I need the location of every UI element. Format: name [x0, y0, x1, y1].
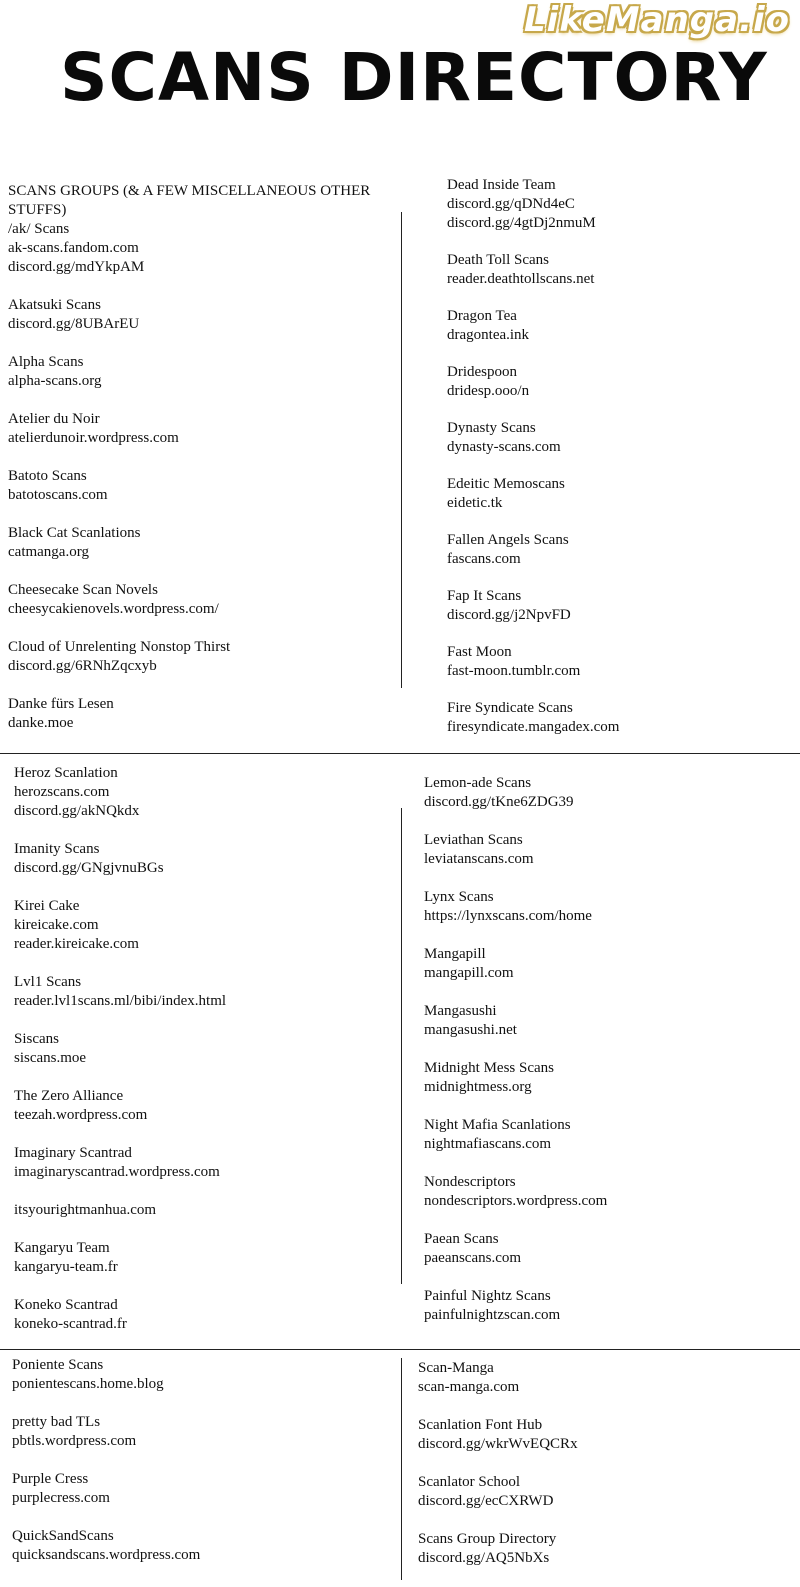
directory-entry [8, 467, 398, 505]
group-name: Kirei Cake [14, 898, 80, 914]
group-link[interactable]: discord.gg/tKne6ZDG39 [424, 794, 574, 810]
group-name: Leviathan Scans [424, 832, 523, 848]
group-link[interactable]: mangapill.com [424, 965, 514, 981]
group-link[interactable]: discord.gg/wkrWvEQCRx [418, 1436, 578, 1452]
group-link[interactable]: paeanscans.com [424, 1250, 522, 1266]
group-name: QuickSandScans [12, 1528, 114, 1544]
group-link[interactable]: nondescriptors.wordpress.com [424, 1193, 608, 1209]
directory-entry [8, 220, 398, 277]
directory-entry [447, 363, 792, 401]
directory-entry [447, 643, 792, 681]
group-name: Fire Syndicate Scans [447, 700, 573, 716]
group-name: Dead Inside Team [447, 177, 556, 193]
group-name: Midnight Mess Scans [424, 1060, 555, 1076]
group-link[interactable]: purplecress.com [12, 1490, 110, 1506]
group-link[interactable]: quicksandscans.wordpress.com [12, 1547, 201, 1563]
group-link[interactable]: discord.gg/j2NpvFD [447, 607, 571, 623]
group-link[interactable]: batotoscans.com [8, 487, 108, 503]
group-link[interactable]: scan-manga.com [418, 1379, 520, 1395]
group-link[interactable]: fast-moon.tumblr.com [447, 663, 581, 679]
group-name: Paean Scans [424, 1231, 499, 1247]
group-link[interactable]: kangaryu-team.fr [14, 1259, 118, 1275]
group-name: Koneko Scantrad [14, 1297, 118, 1313]
group-name: Painful Nightz Scans [424, 1288, 551, 1304]
group-link[interactable]: discord.gg/qDNd4eC [447, 196, 575, 212]
directory-entry [447, 531, 792, 569]
directory-entry [424, 1230, 794, 1268]
group-name: Alpha Scans [8, 354, 84, 370]
directory-entry [424, 774, 794, 812]
column-divider [401, 808, 402, 1284]
group-link[interactable]: imaginaryscantrad.wordpress.com [14, 1164, 220, 1180]
group-name: Nondescriptors [424, 1174, 516, 1190]
group-link[interactable]: discord.gg/GNgjvnuBGs [14, 860, 164, 876]
entry-list [418, 1359, 793, 1568]
group-name: Imaginary Scantrad [14, 1145, 132, 1161]
directory-entry [424, 831, 794, 869]
directory-entry [447, 699, 792, 737]
directory-entry [14, 840, 394, 878]
group-name: Edeitic Memoscans [447, 476, 565, 492]
group-name: Dragon Tea [447, 308, 517, 324]
group-name: itsyourightmanhua.com [14, 1202, 157, 1218]
directory-entry [14, 897, 394, 954]
group-link[interactable]: discord.gg/akNQkdx [14, 803, 140, 819]
group-name: Purple Cress [12, 1471, 89, 1487]
group-link[interactable]: eidetic.tk [447, 495, 503, 511]
watermark-logo: LikeManga.io [524, 0, 790, 40]
group-link[interactable]: discord.gg/ecCXRWD [418, 1493, 554, 1509]
page-title: SCANS DIRECTORY [60, 39, 768, 116]
entry-list [447, 176, 792, 737]
directory-entry [424, 1287, 794, 1325]
group-name: Poniente Scans [12, 1357, 104, 1373]
group-link[interactable]: ponientescans.home.blog [12, 1376, 164, 1392]
directory-entry [8, 695, 398, 733]
directory-entry [14, 1296, 394, 1334]
group-name: Heroz Scanlation [14, 765, 118, 781]
group-link[interactable]: firesyndicate.mangadex.com [447, 719, 620, 735]
group-link[interactable]: midnightmess.org [424, 1079, 532, 1095]
group-link[interactable]: dridesp.ooo/n [447, 383, 530, 399]
directory-entry [14, 1201, 394, 1220]
group-link[interactable]: discord.gg/mdYkpAM [8, 259, 145, 275]
section-divider [0, 1349, 800, 1350]
directory-entry [14, 1087, 394, 1125]
section3-left-column [12, 1356, 402, 1584]
directory-entry [418, 1530, 793, 1568]
group-name: Dridespoon [447, 364, 517, 380]
group-name: Dynasty Scans [447, 420, 536, 436]
entry-list [14, 764, 394, 1334]
directory-entry [424, 1002, 794, 1040]
section3-right-column [418, 1359, 793, 1587]
group-link[interactable]: danke.moe [8, 715, 74, 731]
directory-entry [418, 1359, 793, 1397]
group-name: Cloud of Unrelenting Nonstop Thirst [8, 639, 231, 655]
group-link[interactable]: herozscans.com [14, 784, 110, 800]
section-divider [0, 753, 800, 754]
directory-entry [424, 945, 794, 983]
group-name: Mangasushi [424, 1003, 497, 1019]
directory-entry [14, 764, 394, 821]
directory-entry [447, 176, 792, 233]
group-link[interactable]: leviatanscans.com [424, 851, 534, 867]
group-name: /ak/ Scans [8, 221, 70, 237]
section2-left-column [14, 764, 394, 1353]
group-name: Lvl1 Scans [14, 974, 82, 990]
group-link[interactable]: koneko-scantrad.fr [14, 1316, 127, 1332]
directory-entry [424, 888, 794, 926]
group-name: Scanlator School [418, 1474, 521, 1490]
group-link[interactable]: dynasty-scans.com [447, 439, 561, 455]
directory-entry [12, 1356, 402, 1394]
group-name: Fallen Angels Scans [447, 532, 569, 548]
group-name: Black Cat Scanlations [8, 525, 141, 541]
group-name: Danke fürs Lesen [8, 696, 114, 712]
group-name: Night Mafia Scanlations [424, 1117, 571, 1133]
directory-entry [424, 1059, 794, 1097]
directory-entry [447, 307, 792, 345]
section1-right-column [447, 176, 792, 755]
directory-entry [14, 1239, 394, 1277]
directory-entry [447, 419, 792, 457]
group-name: Fast Moon [447, 644, 512, 660]
section-heading: SCANS GROUPS (& A FEW MISCELLANEOUS OTHER STUFFS) [8, 183, 371, 218]
section1-left-column [8, 182, 398, 752]
group-name: Scan-Manga [418, 1360, 494, 1376]
directory-entry [424, 1116, 794, 1154]
group-link[interactable]: teezah.wordpress.com [14, 1107, 148, 1123]
group-link[interactable]: mangasushi.net [424, 1022, 517, 1038]
directory-entry [14, 1144, 394, 1182]
column-divider [401, 1358, 402, 1580]
directory-entry [8, 524, 398, 562]
group-name: Scanlation Font Hub [418, 1417, 543, 1433]
group-link[interactable]: dragontea.ink [447, 327, 530, 343]
group-link[interactable]: ak-scans.fandom.com [8, 240, 139, 256]
directory-entry [12, 1413, 402, 1451]
directory-entry [12, 1470, 402, 1508]
group-link[interactable]: siscans.moe [14, 1050, 87, 1066]
group-name: Lemon-ade Scans [424, 775, 532, 791]
group-name: Batoto Scans [8, 468, 87, 484]
section2-right-column [424, 774, 794, 1344]
group-link[interactable]: discord.gg/4gtDj2nmuM [447, 215, 596, 231]
group-link[interactable]: discord.gg/AQ5NbXs [418, 1550, 550, 1566]
group-name: Kangaryu Team [14, 1240, 110, 1256]
group-link[interactable]: kireicake.com [14, 917, 99, 933]
directory-entry [8, 296, 398, 334]
entry-list [8, 220, 398, 733]
group-link[interactable]: pbtls.wordpress.com [12, 1433, 137, 1449]
group-name: Mangapill [424, 946, 486, 962]
group-name: Atelier du Noir [8, 411, 100, 427]
directory-entry [14, 1030, 394, 1068]
directory-entry [447, 587, 792, 625]
directory-entry [424, 1173, 794, 1211]
group-link[interactable]: reader.deathtollscans.net [447, 271, 595, 287]
group-link[interactable]: painfulnightzscan.com [424, 1307, 561, 1323]
group-link[interactable]: reader.kireicake.com [14, 936, 139, 952]
directory-entry [447, 475, 792, 513]
group-link[interactable]: reader.lvl1scans.ml/bibi/index.html [14, 993, 227, 1009]
group-name: Akatsuki Scans [8, 297, 101, 313]
group-link[interactable]: nightmafiascans.com [424, 1136, 552, 1152]
group-name: Scans Group Directory [418, 1531, 557, 1547]
group-name: Death Toll Scans [447, 252, 549, 268]
directory-entry [447, 251, 792, 289]
directory-entry [8, 410, 398, 448]
group-name: Fap It Scans [447, 588, 522, 604]
directory-entry [8, 581, 398, 619]
directory-entry [8, 638, 398, 676]
directory-entry [8, 353, 398, 391]
column-divider [401, 212, 402, 688]
group-link[interactable]: cheesycakienovels.wordpress.com/ [8, 601, 219, 617]
directory-entry [418, 1416, 793, 1454]
group-name: Imanity Scans [14, 841, 100, 857]
directory-entry [14, 973, 394, 1011]
group-link[interactable]: https://lynxscans.com/home [424, 908, 592, 924]
group-link[interactable]: discord.gg/6RNhZqcxyb [8, 658, 157, 674]
group-name: Cheesecake Scan Novels [8, 582, 158, 598]
group-link[interactable]: fascans.com [447, 551, 521, 567]
directory-entry [12, 1527, 402, 1565]
directory-entry [418, 1473, 793, 1511]
group-link[interactable]: alpha-scans.org [8, 373, 102, 389]
group-name: Siscans [14, 1031, 59, 1047]
group-name: The Zero Alliance [14, 1088, 124, 1104]
group-name: pretty bad TLs [12, 1414, 101, 1430]
group-name: Lynx Scans [424, 889, 494, 905]
group-link[interactable]: atelierdunoir.wordpress.com [8, 430, 179, 446]
group-link[interactable]: catmanga.org [8, 544, 89, 560]
group-link[interactable]: discord.gg/8UBArEU [8, 316, 140, 332]
entry-list [424, 774, 794, 1325]
entry-list [12, 1356, 402, 1565]
